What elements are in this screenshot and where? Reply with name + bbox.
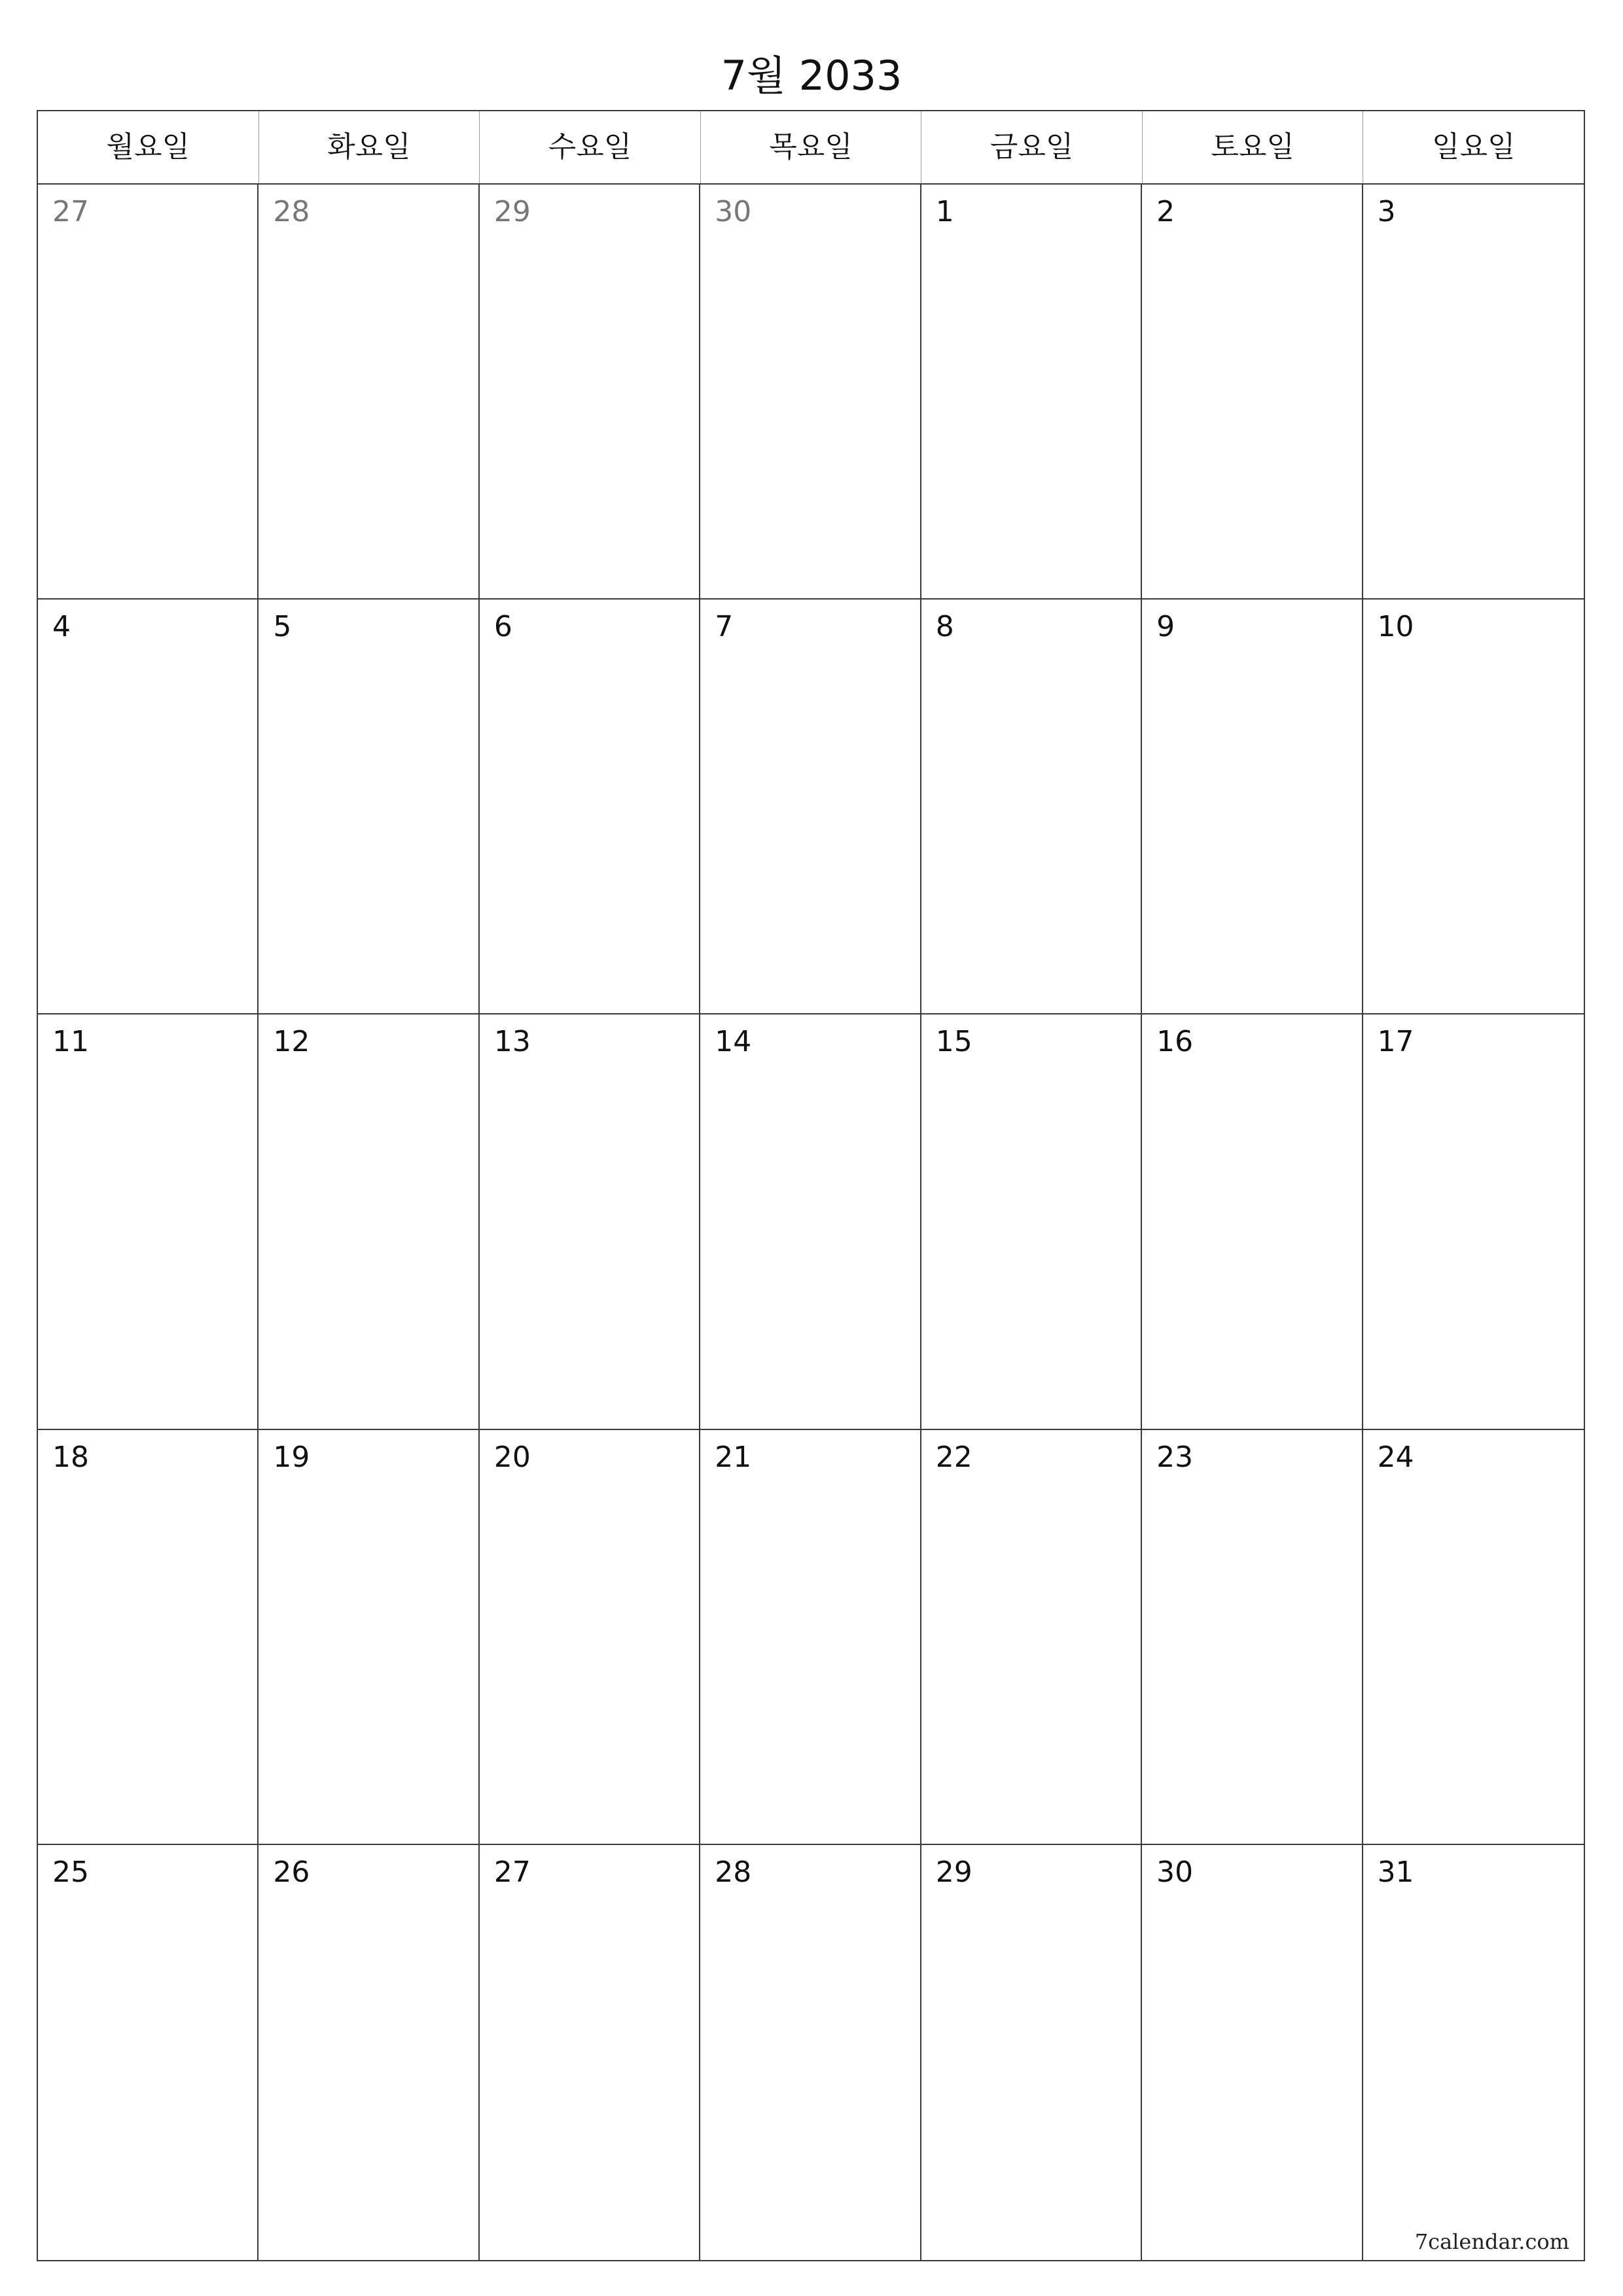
day-number: 27 xyxy=(493,1855,531,1889)
day-number: 5 xyxy=(273,610,292,644)
day-number: 13 xyxy=(493,1025,531,1059)
day-cell xyxy=(1142,1430,1363,1845)
day-number: 15 xyxy=(935,1025,972,1059)
day-number: 21 xyxy=(715,1440,752,1474)
day-cell xyxy=(38,1430,259,1845)
weekday-tuesday: 화요일 xyxy=(259,111,480,183)
day-cell xyxy=(1142,1845,1363,2260)
day-number: 30 xyxy=(715,195,752,228)
day-cell xyxy=(259,1014,479,1429)
day-cell xyxy=(700,1014,921,1429)
day-number: 6 xyxy=(493,610,512,644)
day-number: 17 xyxy=(1377,1025,1414,1059)
day-number: 25 xyxy=(52,1855,89,1889)
day-number: 28 xyxy=(715,1855,752,1889)
day-cell xyxy=(259,185,479,600)
day-cell xyxy=(921,600,1142,1014)
day-cell xyxy=(1363,1430,1584,1845)
day-number: 29 xyxy=(935,1855,972,1889)
day-cell xyxy=(480,185,700,600)
day-number: 30 xyxy=(1156,1855,1194,1889)
day-cell xyxy=(259,1430,479,1845)
day-number: 12 xyxy=(273,1025,310,1059)
day-number: 2 xyxy=(1156,195,1175,228)
weekday-thursday: 목요일 xyxy=(701,111,922,183)
day-number: 1 xyxy=(935,195,954,228)
day-cell xyxy=(480,1430,700,1845)
day-cell xyxy=(480,600,700,1014)
weekday-saturday: 토요일 xyxy=(1143,111,1364,183)
day-number: 28 xyxy=(273,195,310,228)
weekday-wednesday: 수요일 xyxy=(480,111,701,183)
day-number: 19 xyxy=(273,1440,310,1474)
day-number: 31 xyxy=(1377,1855,1414,1889)
day-cell xyxy=(1363,1845,1584,2260)
day-cell xyxy=(1363,600,1584,1014)
day-cell xyxy=(921,1430,1142,1845)
day-cell xyxy=(480,1014,700,1429)
day-cell xyxy=(700,1845,921,2260)
day-cell xyxy=(1363,1014,1584,1429)
day-number: 9 xyxy=(1156,610,1175,644)
day-number: 18 xyxy=(52,1440,89,1474)
day-number: 29 xyxy=(493,195,531,228)
weekday-monday: 월요일 xyxy=(38,111,259,183)
day-number: 10 xyxy=(1377,610,1414,644)
footer-credit: 7calendar.com xyxy=(1414,2229,1569,2254)
day-cell xyxy=(38,1845,259,2260)
day-cell xyxy=(921,185,1142,600)
day-cell xyxy=(38,185,259,600)
day-number: 24 xyxy=(1377,1440,1414,1474)
day-number: 26 xyxy=(273,1855,310,1889)
day-cell xyxy=(1363,185,1584,600)
day-number: 11 xyxy=(52,1025,89,1059)
day-number: 7 xyxy=(715,610,734,644)
day-number: 23 xyxy=(1156,1440,1194,1474)
day-cell xyxy=(700,600,921,1014)
weekday-header-row xyxy=(38,111,1584,185)
day-cell xyxy=(259,1845,479,2260)
day-number: 4 xyxy=(52,610,71,644)
day-cell xyxy=(38,600,259,1014)
weekday-friday: 금요일 xyxy=(921,111,1143,183)
page-title: 7월 2033 xyxy=(721,52,902,99)
day-number: 27 xyxy=(52,195,89,228)
day-number: 16 xyxy=(1156,1025,1194,1059)
day-cell xyxy=(38,1014,259,1429)
day-cell xyxy=(1142,600,1363,1014)
day-cell xyxy=(921,1014,1142,1429)
day-cell xyxy=(700,185,921,600)
day-number: 3 xyxy=(1377,195,1396,228)
calendar-grid xyxy=(37,110,1585,2261)
day-number: 20 xyxy=(493,1440,531,1474)
day-cell xyxy=(1142,1014,1363,1429)
day-number: 14 xyxy=(715,1025,752,1059)
day-cell xyxy=(1142,185,1363,600)
weekday-sunday: 일요일 xyxy=(1432,130,1516,164)
day-grid xyxy=(38,185,1584,2260)
day-number: 8 xyxy=(935,610,954,644)
day-cell xyxy=(259,600,479,1014)
day-cell xyxy=(700,1430,921,1845)
day-cell xyxy=(480,1845,700,2260)
day-number: 22 xyxy=(935,1440,972,1474)
day-cell xyxy=(921,1845,1142,2260)
